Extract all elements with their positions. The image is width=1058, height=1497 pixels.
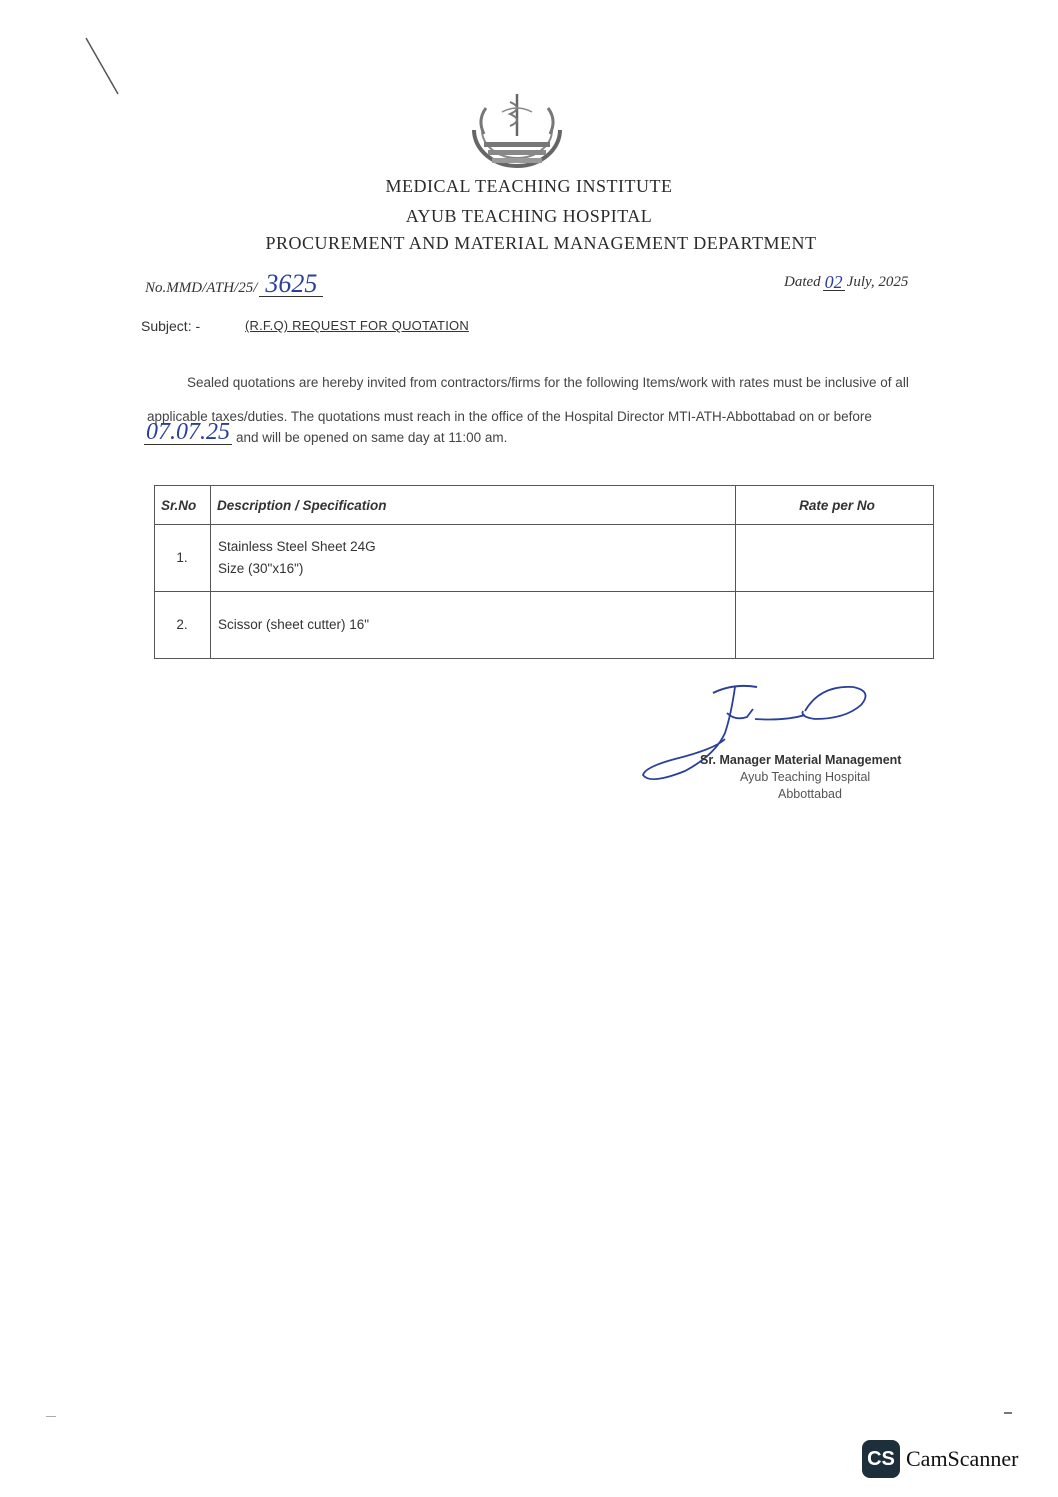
row-rate: [736, 592, 934, 659]
scan-artifact-dash: [46, 1416, 56, 1417]
table-row: [155, 592, 934, 659]
deadline-line: [144, 420, 507, 445]
row-description: [211, 525, 736, 592]
document-date: [784, 274, 908, 291]
body-line-2: applicable taxes/duties. The quotations must reach in the office of the Hospital Director MTI-ATH-Abbottabad on or before: [147, 409, 872, 424]
signatory-title: Sr. Manager Material Management: [700, 753, 902, 767]
table-header-row: [155, 486, 934, 525]
department-name: PROCUREMENT AND MATERIAL MANAGEMENT DEPARTMENT: [265, 233, 817, 253]
dated-day: 02: [824, 272, 843, 292]
hospital-emblem-icon: [462, 90, 572, 168]
camscanner-logo-icon: CS: [862, 1440, 900, 1478]
scan-artifact-dash: [1004, 1412, 1012, 1414]
body-line-3: and will be opened on same day at 11:00 am.: [236, 430, 508, 445]
header-description: Description / Specification: [211, 486, 736, 525]
scan-artifact-line: [84, 36, 124, 98]
subject-text: (R.F.Q) REQUEST FOR QUOTATION: [245, 318, 469, 333]
items-table: [154, 485, 934, 659]
deadline-date: 07.07.25: [146, 419, 230, 445]
reference-number: [145, 269, 323, 298]
header-rate: Rate per No: [736, 486, 934, 525]
reference-prefix: No.MMD/ATH/25/: [145, 280, 258, 296]
row-sr: 1.: [155, 525, 211, 592]
dated-label: Dated: [784, 274, 821, 290]
institute-name: MEDICAL TEACHING INSTITUTE: [385, 176, 673, 196]
row-sr: 2.: [155, 592, 211, 659]
subject-label: Subject: -: [141, 318, 201, 334]
signatory-org: Ayub Teaching Hospital: [740, 770, 871, 784]
table-row: [155, 525, 934, 592]
camscanner-text: CamScanner: [906, 1446, 1019, 1471]
row-description: [211, 592, 736, 659]
header-sr-no: Sr.No: [155, 486, 211, 525]
hospital-name: AYUB TEACHING HOSPITAL: [405, 206, 653, 226]
row-desc-line-1: Stainless Steel Sheet 24G: [218, 539, 376, 554]
signatory-block: [700, 752, 930, 803]
body-line-1: Sealed quotations are hereby invited from contractors/firms for the following Items/work with rates must be inclusive of all: [187, 375, 909, 390]
row-rate: [736, 525, 934, 592]
row-desc-line-2: Size (30"x16"): [218, 561, 304, 576]
dated-month-year: July, 2025: [846, 274, 909, 290]
signatory-city: Abbottabad: [778, 787, 842, 801]
camscanner-watermark: [862, 1440, 1018, 1478]
row-desc-line-1: Scissor (sheet cutter) 16": [218, 617, 370, 632]
reference-handwritten-number: 3625: [259, 272, 323, 297]
